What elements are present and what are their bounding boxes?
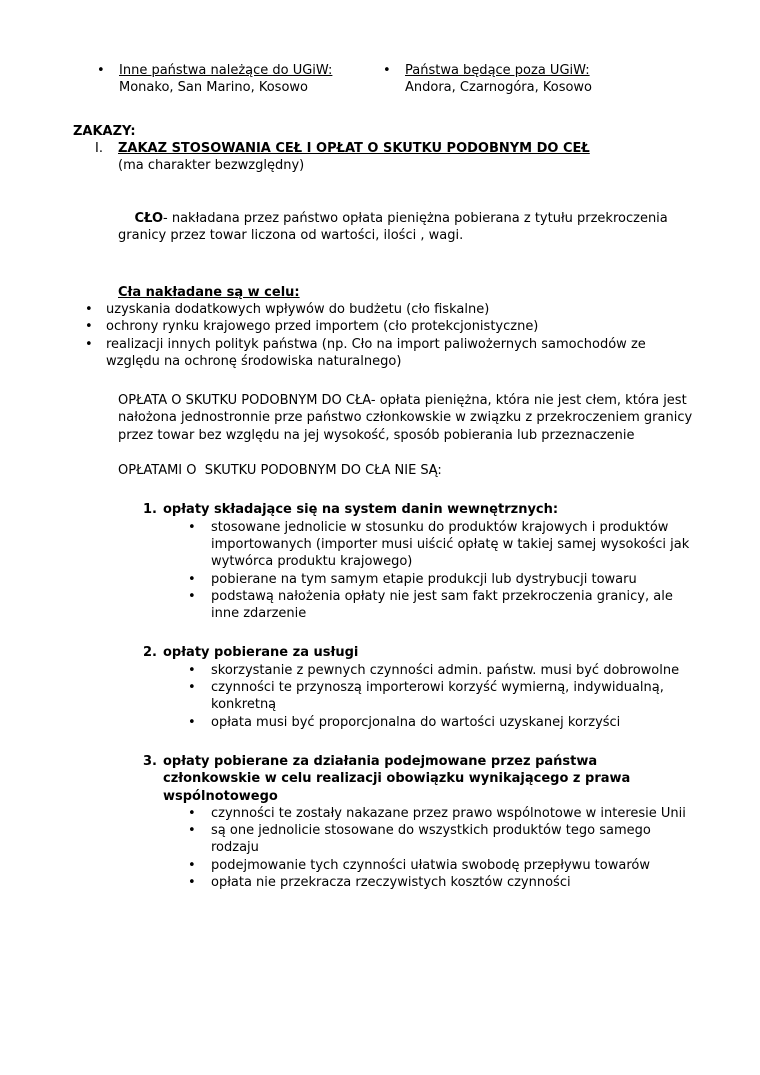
bullet-icon: •	[85, 319, 93, 335]
section-title: ZAKAZ STOSOWANIA CEŁ I OPŁAT O SKUTKU PODOBNYM DO CEŁ	[118, 140, 590, 156]
item-bullet-text: podstawą nałożenia opłaty nie jest sam fakt przekroczenia granicy, ale inne zdarzenie	[211, 588, 673, 622]
numbered-item-1	[143, 501, 694, 622]
clo-definition-paragraph	[118, 192, 694, 261]
cla-bullet-text: realizacji innych polityk państwa (np. Cło na import paliwożernych samochodów ze względu na ochronę środowiska naturalnego)	[106, 336, 646, 369]
list-item	[97, 62, 383, 97]
bullet-icon: •	[188, 519, 196, 535]
cla-purpose-heading: Cła nakładane są w celu:	[118, 284, 300, 300]
list-item	[188, 857, 694, 874]
bullet-icon: •	[188, 588, 196, 604]
cla-bullet-text: uzyskania dodatkowych wpływów do budżetu (cło fiskalne)	[106, 301, 490, 317]
numbered-item-2	[143, 644, 694, 730]
list-item	[188, 662, 694, 679]
header-right-title: Państwa będące poza UGiW:	[405, 63, 590, 78]
bullet-icon: •	[85, 301, 93, 317]
list-item	[188, 805, 694, 822]
oplata-definition-paragraph: OPŁATA O SKUTKU PODOBNYM DO CŁA- opłata pieniężna, która nie jest cłem, która jest nałożona jednostronnie prze państwo członkowskie w związku z przekroczeniem granicy przez towar bez względu na jej wysokość, sposób pobierania lub przeznaczenie	[118, 393, 697, 443]
bullet-icon: •	[188, 874, 196, 890]
item-bullet-text: podejmowanie tych czynności ułatwia swobodę przepływu towarów	[211, 857, 650, 873]
item-bullet-text: są one jednolicie stosowane do wszystkich produktów tego samego rodzaju	[211, 823, 651, 856]
header-left-body: Monako, San Marino, Kosowo	[119, 80, 308, 96]
list-item	[85, 301, 694, 318]
item-number: 3.	[143, 753, 157, 769]
list-item	[85, 336, 694, 371]
bullet-icon: •	[188, 571, 196, 587]
item-number: 1.	[143, 502, 157, 518]
section-1-heading-row	[73, 140, 694, 175]
bullet-icon: •	[383, 63, 391, 78]
bullet-icon: •	[188, 805, 196, 821]
item-number: 2.	[143, 645, 157, 661]
list-item	[188, 714, 694, 731]
list-item	[188, 588, 694, 623]
list-item	[188, 822, 694, 857]
header-right-column	[383, 62, 694, 97]
bullet-icon: •	[188, 714, 196, 730]
item-bullet-text: stosowane jednolicie w stosunku do produktów krajowych i produktów importowanych (importer musi uiścić opłatę w takiej samej wysokości jak wytwórca produktu krajowego)	[211, 519, 690, 570]
bullet-icon: •	[188, 662, 196, 678]
section-numeral: I.	[95, 140, 103, 156]
header-columns	[97, 62, 694, 97]
bullet-icon: •	[97, 63, 105, 78]
item-bullet-text: skorzystanie z pewnych czynności admin. państw. musi być dobrowolne	[211, 662, 680, 678]
bullet-icon: •	[188, 823, 196, 839]
list-item	[188, 519, 694, 571]
list-item	[383, 62, 694, 97]
bullet-icon: •	[188, 857, 196, 873]
item-bullet-text: opłata nie przekracza rzeczywistych kosztów czynności	[211, 874, 571, 890]
clo-term: CŁO	[134, 210, 164, 226]
clo-definition-text: - nakładana przez państwo opłata pieniężna pobierana z tytułu przekroczenia granicy przez towar liczona od wartości, ilości , wagi.	[118, 210, 672, 244]
list-item	[188, 874, 694, 891]
section-subtitle: (ma charakter bezwzględny)	[118, 158, 305, 174]
item-bullet-text: pobierane na tym samym etapie produkcji lub dystrybucji towaru	[211, 571, 637, 587]
item-bullet-text: czynności te przynoszą importerowi korzyść wymierną, indywidualną, konkretną	[211, 680, 664, 713]
cla-bullet-text: ochrony rynku krajowego przed importem (cło protekcjonistyczne)	[106, 319, 539, 335]
oplatami-heading: OPŁATAMI O SKUTKU PODOBNYM DO CŁA NIE SĄ:	[118, 463, 442, 479]
header-left-column	[97, 62, 383, 97]
header-left-title: Inne państwa należące do UGiW:	[119, 63, 333, 78]
bullet-icon: •	[188, 680, 196, 696]
zakazy-heading: ZAKAZY:	[73, 123, 136, 139]
item-bullet-text: opłata musi być proporcjonalna do wartości uzyskanej korzyści	[211, 714, 621, 730]
item-title: opłaty składające się na system danin wewnętrznych:	[163, 502, 559, 518]
item-title: opłaty pobierane za działania podejmowane przez państwa członkowskie w celu realizacji obowiązku wynikającego z prawa wspólnotowego	[163, 753, 631, 804]
list-item	[188, 679, 694, 714]
item-bullet-text: czynności te zostały nakazane przez prawo wspólnotowe w interesie Unii	[211, 805, 686, 821]
item-title: opłaty pobierane za usługi	[163, 645, 359, 661]
bullet-icon: •	[85, 336, 93, 352]
list-item	[188, 571, 694, 588]
header-right-body: Andora, Czarnogóra, Kosowo	[405, 80, 593, 96]
numbered-item-3	[143, 753, 694, 891]
list-item	[85, 318, 694, 335]
